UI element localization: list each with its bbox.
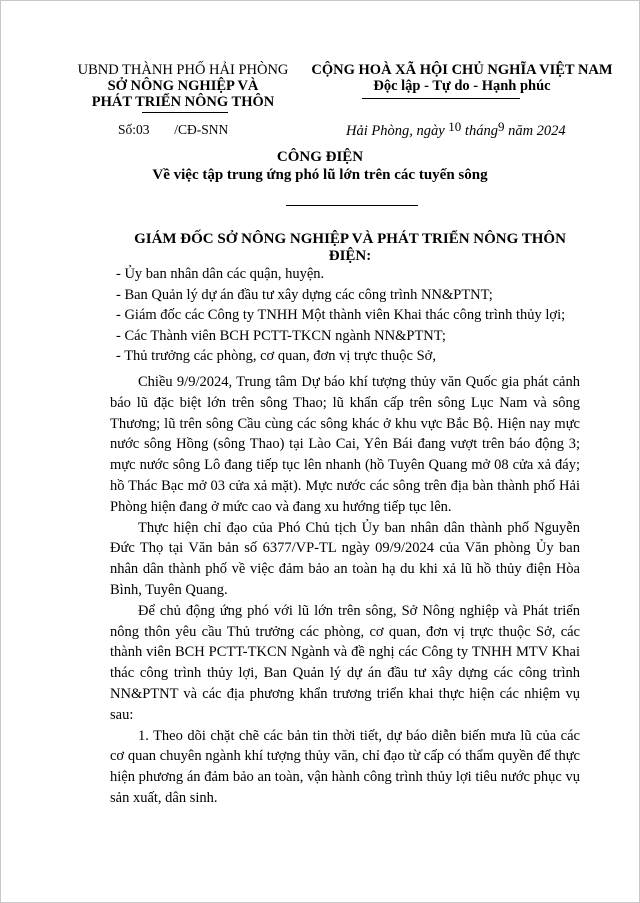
date-year: năm 2024 <box>508 123 566 139</box>
date-place: Hải Phòng, ngày <box>346 123 445 139</box>
recipient-item: - Ủy ban nhân dân các quận, huyện. <box>116 266 325 282</box>
recipient-item: - Giám đốc các Công ty TNHH Một thành viên Khai thác công trình thủy lợi; <box>116 307 566 323</box>
document-date <box>346 119 566 140</box>
subject-underline <box>286 205 418 206</box>
agency-underline <box>142 112 228 113</box>
date-day: 10 <box>448 119 462 134</box>
number-suffix: /CĐ-SNN <box>174 122 229 137</box>
motto-underline <box>362 98 520 99</box>
recipient-list <box>116 264 596 367</box>
agency-name-line2: PHÁT TRIỂN NÔNG THÔN <box>91 94 275 110</box>
sender-title: GIÁM ĐỐC SỞ NÔNG NGHIỆP VÀ PHÁT TRIỂN NÔNG THÔN <box>134 231 566 247</box>
motto: Độc lập - Tự do - Hạnh phúc <box>373 78 551 94</box>
sender-block <box>110 231 590 265</box>
document-subject: Về việc tập trung ứng phó lũ lớn trên các tuyến sông <box>152 167 488 183</box>
issuing-agency <box>68 62 298 110</box>
document-title <box>60 148 580 184</box>
body-paragraph: Để chủ động ứng phó với lũ lớn trên sông, Sở Nông nghiệp và Phát triển nông thôn yêu cầu Thủ trưởng các phòng, cơ quan, đơn vị trực thuộc Sở, các thành viên BCH PCTT-TKCN Ngành và đề nghị các Công ty TNHH MTV Khai thác công trình thủy lợi, Ban Quản lý dự án đầu tư xây dựng các công trình NN&PTNT và các địa phương khẩn trương triển khai thực hiện các nhiệm vụ sau: <box>110 602 580 723</box>
sender-action: ĐIỆN: <box>328 248 372 264</box>
recipient-item: - Thủ trưởng các phòng, cơ quan, đơn vị trực thuộc Sở, <box>116 348 436 364</box>
date-month: 9 <box>497 119 505 134</box>
date-month-label: tháng <box>464 123 498 139</box>
body-paragraph: 1. Theo dõi chặt chẽ các bản tin thời tiết, dự báo diễn biến mưa lũ của các cơ quan chuyên ngành khí tượng thủy văn, chỉ đạo từ cấp có thẩm quyền để thực hiện phương án đảm bảo an toàn, vận hành công trình thủy lợi tiêu nước phục vụ sản xuất, dân sinh. <box>110 727 580 806</box>
document-number <box>118 122 228 138</box>
document-type: CÔNG ĐIỆN <box>276 149 364 165</box>
body-paragraph: Thực hiện chỉ đạo của Phó Chủ tịch Ủy ban nhân dân thành phố Nguyễn Đức Thọ tại Văn bản số 6377/VP-TL ngày 09/9/2024 của Văn phòng Ủy ban nhân dân thành phố về việc đảm bảo an toàn hạ du khi xả lũ hồ thủy điện Hòa Bình, Tuyên Quang. <box>110 519 580 598</box>
document-body <box>110 372 580 809</box>
country-name: CỘNG HOÀ XÃ HỘI CHỦ NGHĨA VIỆT NAM <box>311 62 613 78</box>
number-prefix: Số:03 <box>118 122 150 137</box>
national-motto <box>302 62 622 94</box>
agency-name-line1: SỞ NÔNG NGHIỆP VÀ <box>107 78 259 94</box>
recipient-item: - Ban Quản lý dự án đầu tư xây dựng các công trình NN&PTNT; <box>116 286 493 303</box>
recipient-item: - Các Thành viên BCH PCTT-TKCN ngành NN&PTNT; <box>116 327 446 344</box>
agency-parent: UBND THÀNH PHỐ HẢI PHÒNG <box>77 62 289 78</box>
body-paragraph: Chiều 9/9/2024, Trung tâm Dự báo khí tượng thủy văn Quốc gia phát cảnh báo lũ đặc biệt lớn trên sông Thao; lũ khẩn cấp trên sông Lục Nam và sông Thương; lũ trên sông Cầu cùng các sông khác ở khu vực Bắc Bộ. Hiện nay mực nước sông Hồng (sông Thao) tại Lào Cai, Yên Bái đang vượt trên báo động 3; mực nước sông Lô đang tiếp tục lên nhanh (hồ Tuyên Quang mở 08 cửa xả đáy; hồ Thác Bạc mở 03 cửa xả mặt). Mực nước các sông trên địa bàn thành phố Hải Phòng hiện đang ở mức cao và đang xu hướng tiếp tục lên. <box>110 374 580 515</box>
